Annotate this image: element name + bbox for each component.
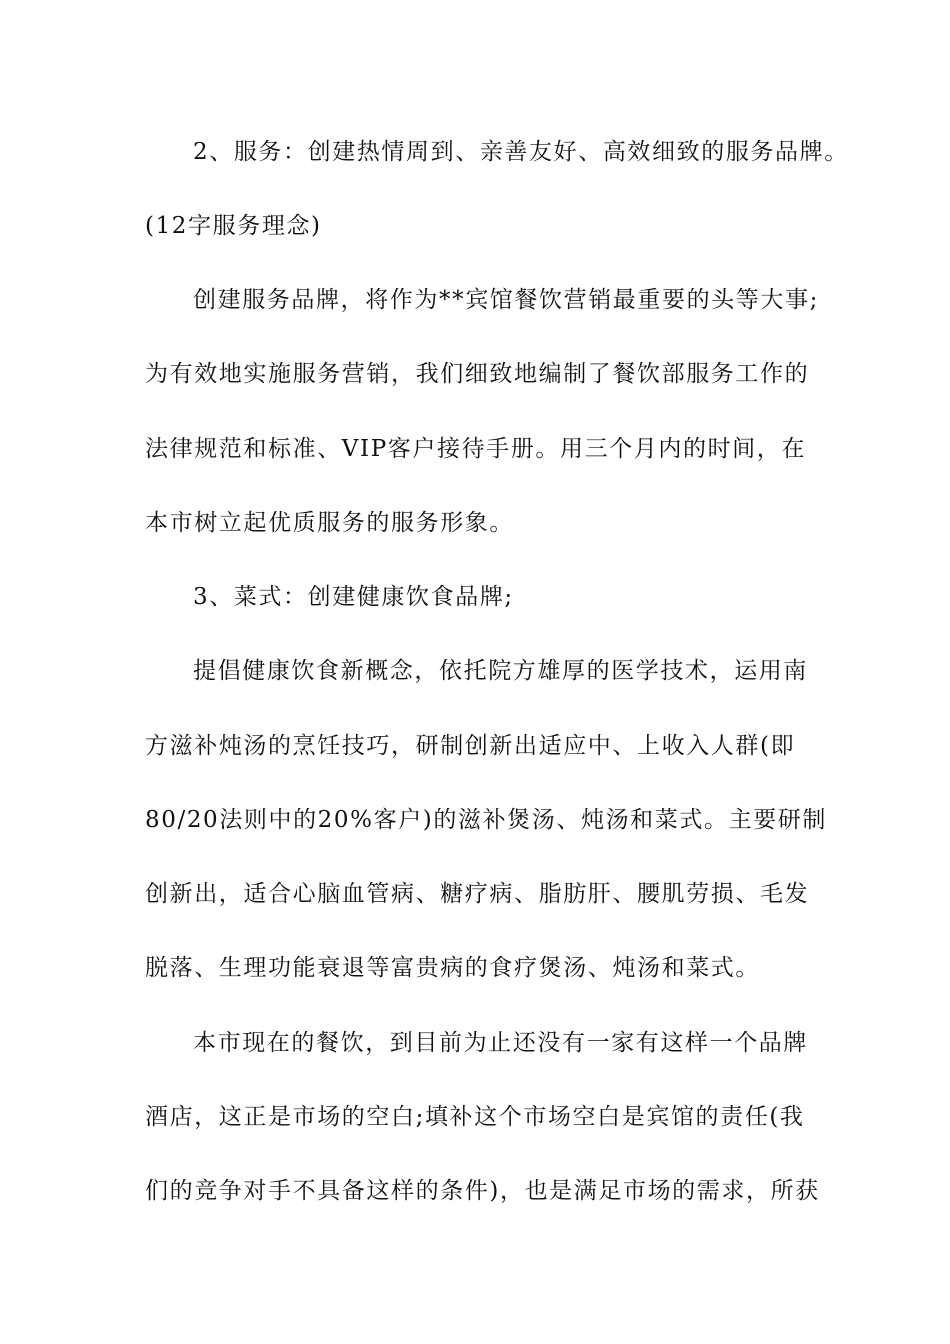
text-line: 本市树立起优质服务的服务形象。 [145,510,514,536]
text-line: 方滋补炖汤的烹饪技巧，研制创新出适应中、上收入人群(即 [145,733,796,759]
text-line: 创建服务品牌，将作为**宾馆餐饮营销最重要的头等大事; [193,287,819,313]
text-line: 提倡健康饮食新概念，依托院方雄厚的医学技术，运用南 [193,658,808,684]
text-line: 法律规范和标准、VIP客户接待手册。用三个月内的时间，在 [145,436,806,462]
text-line: (12字服务理念) [145,213,322,239]
text-line: 们的竞争对手不具备这样的条件)，也是满足市场的需求，所获 [145,1178,820,1204]
text-line: 为有效地实施服务营销，我们细致地编制了餐饮部服务工作的 [145,361,810,387]
text-line: 80/20法则中的20%客户)的滋补煲汤、炖汤和菜式。主要研制 [145,807,827,833]
text-line: 脱落、生理功能衰退等富贵病的食疗煲汤、炖汤和菜式。 [145,955,760,981]
text-line: 2、服务：创建热情周到、亲善友好、高效细致的服务品牌。 [193,139,849,165]
text-line: 酒店，这正是市场的空白;填补这个市场空白是宾馆的责任(我 [145,1104,805,1130]
text-line: 3、菜式：创建健康饮食品牌; [193,584,514,610]
text-line: 本市现在的餐饮，到目前为止还没有一家有这样一个品牌 [193,1030,808,1056]
text-line: 创新出，适合心脑血管病、糖疗病、脂肪肝、腰肌劳损、毛发 [145,881,810,907]
